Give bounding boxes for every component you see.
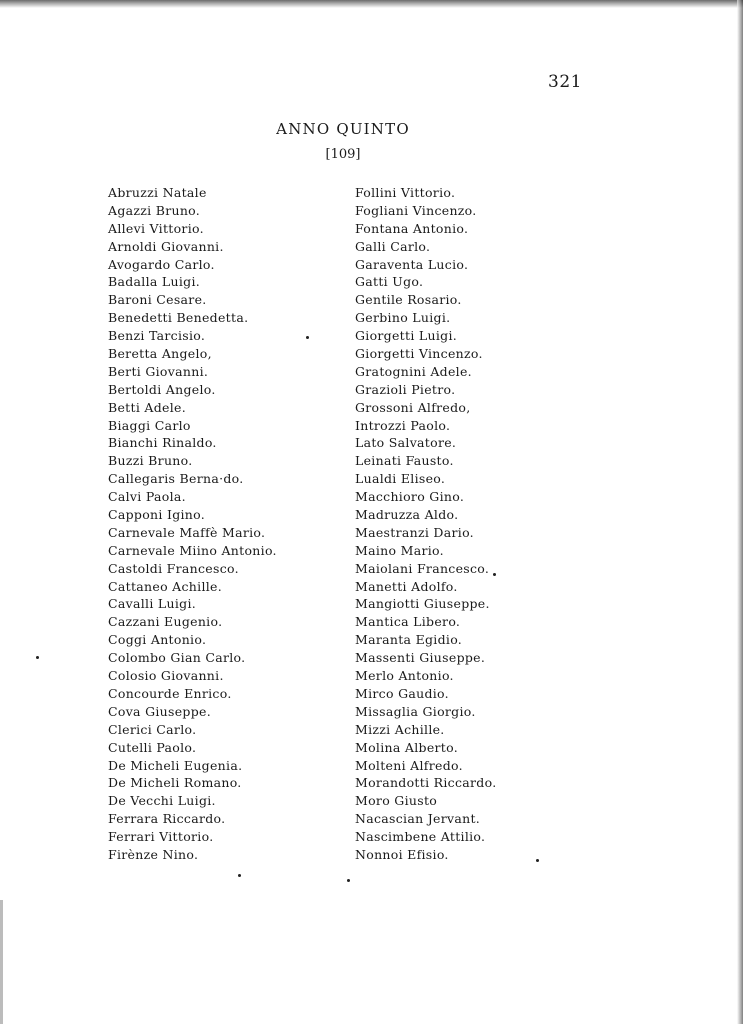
list-item: Firènze Nino. xyxy=(108,846,199,862)
list-item: Abruzzi Natale xyxy=(108,185,207,200)
list-item: Fontana Antonio. xyxy=(355,220,469,236)
list-item: Mangiotti Giuseppe. xyxy=(355,596,490,612)
list-item: Moro Giusto xyxy=(355,793,438,809)
list-item: Introzzi Paolo. xyxy=(355,417,451,433)
list-item: Betti Adele. xyxy=(108,399,186,415)
list-item: Gratognini Adele. xyxy=(355,363,472,379)
list-item: Allevi Vittorio. xyxy=(108,220,204,236)
list-item: Ferrara Riccardo. xyxy=(108,811,226,827)
list-item: Ferrari Vittorio. xyxy=(108,829,214,845)
list-item: Colombo Gian Carlo. xyxy=(108,650,246,666)
list-item: Molina Alberto. xyxy=(355,739,458,755)
list-item: Agazzi Bruno. xyxy=(108,202,201,218)
list-item: Morandotti Riccardo. xyxy=(355,775,497,791)
list-item: Gentile Rosario. xyxy=(355,292,462,308)
list-item: Lualdi Eliseo. xyxy=(355,471,446,487)
list-item: De Micheli Eugenia. xyxy=(108,757,243,773)
list-item: Nascimbene Attilio. xyxy=(355,829,486,845)
scan-speck xyxy=(306,336,309,339)
list-item: Clerici Carlo. xyxy=(108,721,197,737)
list-item: Galli Carlo. xyxy=(355,238,431,254)
list-item: Callegaris Berna·do. xyxy=(108,471,244,487)
scan-right-edge xyxy=(737,0,743,1024)
list-item: Maiolani Francesco. xyxy=(355,560,490,576)
list-item: Bianchi Rinaldo. xyxy=(108,435,217,451)
scan-top-edge xyxy=(0,0,743,8)
list-item: Biaggi Carlo xyxy=(108,417,191,433)
list-item: Grazioli Pietro. xyxy=(355,381,456,397)
list-item: Garaventa Lucio. xyxy=(355,256,469,272)
list-item: Massenti Giuseppe. xyxy=(355,650,486,666)
list-item: Berti Giovanni. xyxy=(108,363,209,379)
list-item: Mizzi Achille. xyxy=(355,721,445,737)
list-item: Molteni Alfredo. xyxy=(355,757,463,773)
section-reference: [109] xyxy=(325,147,361,162)
list-item: Mantica Libero. xyxy=(355,614,461,630)
list-item: Cavalli Luigi. xyxy=(108,596,197,612)
list-item: Maino Mario. xyxy=(355,542,444,558)
list-item: Carnevale Maffè Mario. xyxy=(108,524,266,540)
scan-speck xyxy=(238,874,241,877)
scan-speck xyxy=(36,656,39,659)
list-item: Buzzi Bruno. xyxy=(108,453,193,469)
list-item: Gatti Ugo. xyxy=(355,274,424,290)
scan-speck xyxy=(493,573,496,576)
scan-speck xyxy=(536,859,539,862)
list-item: Nacascian Jervant. xyxy=(355,811,481,827)
list-item: Follini Vittorio. xyxy=(355,185,456,200)
list-item: Coggi Antonio. xyxy=(108,632,207,648)
list-item: Benedetti Benedetta. xyxy=(108,310,249,326)
list-item: Mirco Gaudio. xyxy=(355,685,449,701)
list-item: Cutelli Paolo. xyxy=(108,739,197,755)
list-item: Missaglia Giorgio. xyxy=(355,703,476,719)
list-item: Cazzani Eugenio. xyxy=(108,614,223,630)
list-item: Madruzza Aldo. xyxy=(355,507,459,523)
names-column-right xyxy=(355,184,496,864)
list-item: Calvi Paola. xyxy=(108,489,186,505)
list-item: Giorgetti Luigi. xyxy=(355,328,458,344)
scan-speck xyxy=(347,879,350,882)
list-item: Badalla Luigi. xyxy=(108,274,201,290)
list-item: Grossoni Alfredo, xyxy=(355,399,471,415)
list-item: Avogardo Carlo. xyxy=(108,256,215,272)
list-item: Merlo Antonio. xyxy=(355,668,454,684)
list-item: Maranta Egidio. xyxy=(355,632,463,648)
list-item: Manetti Adolfo. xyxy=(355,578,458,594)
list-item: Maestranzi Dario. xyxy=(355,524,474,540)
scan-left-edge xyxy=(0,900,3,1024)
list-item: Castoldi Francesco. xyxy=(108,560,239,576)
list-item: Beretta Angelo, xyxy=(108,346,212,362)
list-item: Cova Giuseppe. xyxy=(108,703,211,719)
list-item: Carnevale Miino Antonio. xyxy=(108,542,277,558)
list-item: De Micheli Romano. xyxy=(108,775,242,791)
list-item: Fogliani Vincenzo. xyxy=(355,202,477,218)
list-item: De Vecchi Luigi. xyxy=(108,793,216,809)
page-number: 321 xyxy=(548,72,582,92)
list-item: Leinati Fausto. xyxy=(355,453,454,469)
names-column-left xyxy=(108,184,277,864)
list-item: Concourde Enrico. xyxy=(108,685,232,701)
list-item: Capponi Igino. xyxy=(108,507,206,523)
list-item: Giorgetti Vincenzo. xyxy=(355,346,483,362)
list-item: Bertoldi Angelo. xyxy=(108,381,216,397)
list-item: Baroni Cesare. xyxy=(108,292,207,308)
list-item: Nonnoi Efisio. xyxy=(355,846,449,862)
list-item: Arnoldi Giovanni. xyxy=(108,238,224,254)
list-item: Benzi Tarcisio. xyxy=(108,328,206,344)
list-item: Colosio Giovanni. xyxy=(108,668,224,684)
page-title: ANNO QUINTO xyxy=(276,120,410,138)
list-item: Lato Salvatore. xyxy=(355,435,457,451)
list-item: Cattaneo Achille. xyxy=(108,578,223,594)
list-item: Macchioro Gino. xyxy=(355,489,465,505)
list-item: Gerbino Luigi. xyxy=(355,310,451,326)
